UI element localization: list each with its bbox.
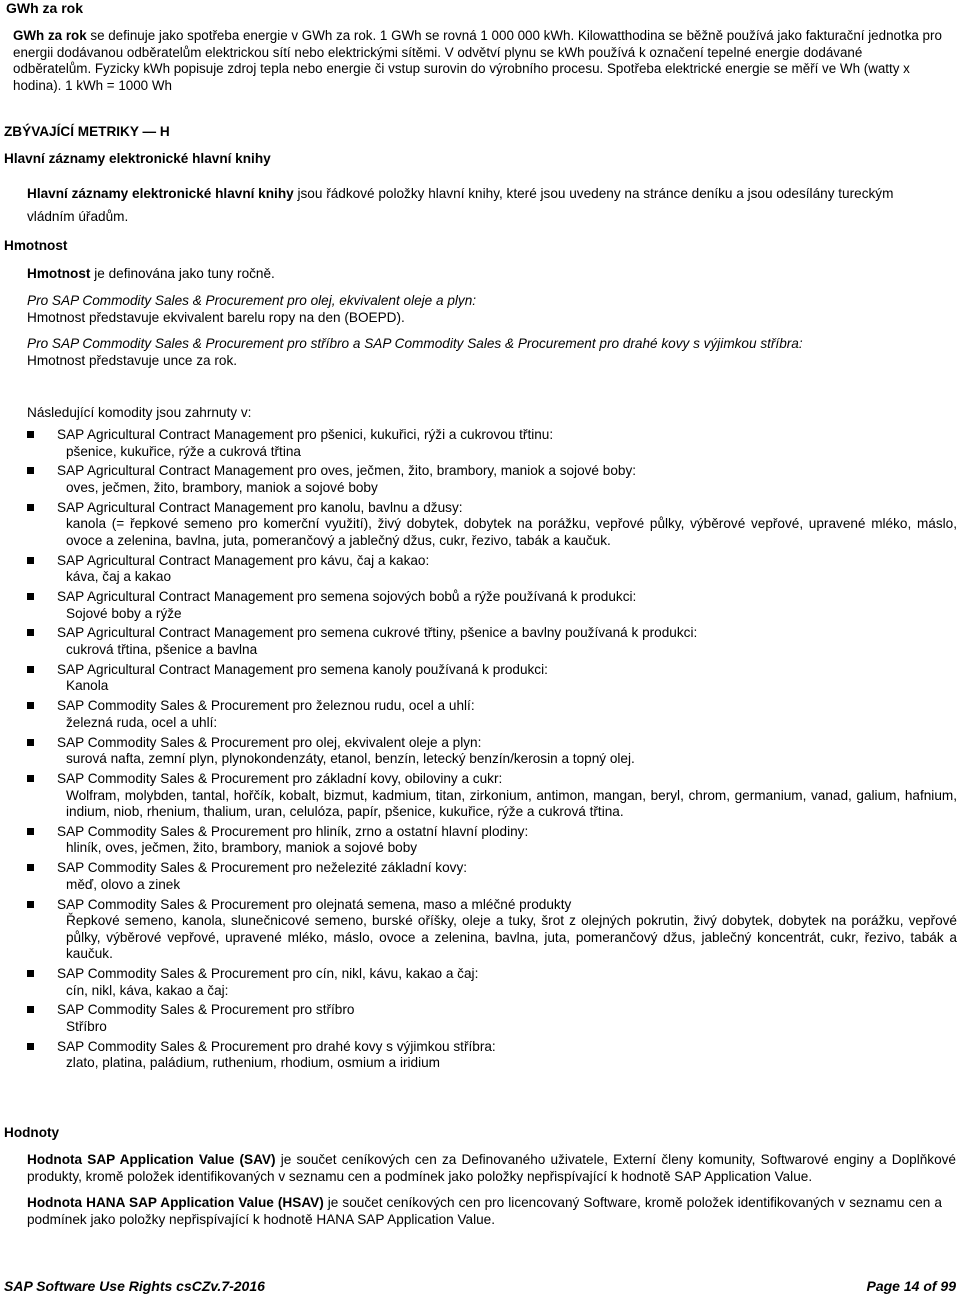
list-item <box>27 500 957 550</box>
commodity-list-detail: Stříbro <box>66 1018 107 1034</box>
mass-oil-scope: Pro SAP Commodity Sales & Procurement pro olej, ekvivalent oleje a plyn: <box>27 293 477 308</box>
sav-definition-text: je součet ceníkových cen za Definovaného uživatele, Externí členy komunity, Softwarové enginy a Doplňkové produkty, kromě položek identifikovaných v seznamu cen a podmínek jako položky nepřispívající k hodnotě SAP Application Value. <box>27 1152 956 1184</box>
ledger-definition-text: jsou řádkové položky hlavní knihy, které jsou uvedeny na stránce deníku a jsou odesílány tureckým vládním úřadům. <box>27 186 894 224</box>
commodity-list-detail: hliník, oves, ječmen, žito, brambory, maniok a sojové boby <box>66 840 418 856</box>
ledger-term: Hlavní záznamy elektronické hlavní knihy <box>27 186 294 201</box>
commodity-product: SAP Agricultural Contract Management pro semena cukrové třtiny, pšenice a bavlny používaná k produkci: <box>57 625 698 641</box>
metric-heading-ledger: Hlavní záznamy elektronické hlavní knihy <box>4 151 271 166</box>
mass-silver-block <box>27 336 942 369</box>
commodity-list <box>27 427 957 1075</box>
ledger-definition <box>27 182 942 228</box>
commodity-product: SAP Commodity Sales & Procurement pro stříbro <box>57 1002 355 1018</box>
sav-term: Hodnota SAP Application Value (SAV) <box>27 1152 276 1167</box>
commodity-product: SAP Agricultural Contract Management pro oves, ječmen, žito, brambory, maniok a sojové boby: <box>57 463 637 479</box>
commodity-product: SAP Commodity Sales & Procurement pro olej, ekvivalent oleje a plyn: <box>57 734 482 750</box>
commodity-product: SAP Commodity Sales & Procurement pro drahé kovy s výjimkou stříbra: <box>57 1038 496 1054</box>
commodity-product: SAP Commodity Sales & Procurement pro neželezité základní kovy: <box>57 860 468 876</box>
list-item <box>27 824 957 857</box>
metric-heading-mass: Hmotnost <box>4 238 68 253</box>
square-bullet-icon <box>27 666 34 673</box>
list-item <box>27 897 957 963</box>
commodity-list-detail: Řepkové semeno, kanola, slunečnicové semeno, burské oříšky, oleje a tuky, šrot z olejných pokrutin, živý dobytek, dobytek na porážku, vepřové půlky, výběrové vepřové, upravené mléko, máslo, ovoce a zelenina, bavlna, juta, pomerančový džus, jablečný koncentrát, cukr, řezivo, tabák a kaučuk. <box>66 913 957 962</box>
commodity-product: SAP Commodity Sales & Procurement pro cín, nikl, kávu, kakao a čaj: <box>57 966 479 982</box>
commodity-product: SAP Agricultural Contract Management pro kanolu, bavlnu a džusy: <box>57 499 463 515</box>
list-item <box>27 771 957 821</box>
metric-heading-values: Hodnoty <box>4 1125 60 1140</box>
mass-term: Hmotnost <box>27 266 91 281</box>
commodity-list-detail: pšenice, kukuřice, rýže a cukrová třtina <box>66 443 301 459</box>
list-item <box>27 625 957 658</box>
list-item <box>27 589 957 622</box>
list-item <box>27 1002 957 1035</box>
square-bullet-icon <box>27 828 34 835</box>
commodity-product: SAP Commodity Sales & Procurement pro základní kovy, obiloviny a cukr: <box>57 771 503 787</box>
commodities-intro: Následující komodity jsou zahrnuty v: <box>27 405 252 420</box>
commodity-product: SAP Commodity Sales & Procurement pro železnou rudu, ocel a uhlí: <box>57 698 475 714</box>
list-item <box>27 553 957 586</box>
square-bullet-icon <box>27 901 34 908</box>
commodity-product: SAP Commodity Sales & Procurement pro hliník, zrno a ostatní hlavní plodiny: <box>57 823 529 839</box>
commodity-product: SAP Agricultural Contract Management pro semena sojových bobů a rýže používaná k produkci: <box>57 589 637 605</box>
square-bullet-icon <box>27 467 34 474</box>
commodity-list-detail: cín, nikl, káva, kakao a čaj: <box>66 982 229 998</box>
footer-document-title: SAP Software Use Rights csCZv.7-2016 <box>4 1278 265 1294</box>
square-bullet-icon <box>27 864 34 871</box>
commodity-list-detail: káva, čaj a kakao <box>66 569 172 585</box>
footer-page-number: Page 14 of 99 <box>866 1278 956 1294</box>
section-heading-gwh: GWh za rok <box>6 0 84 16</box>
commodity-list-detail: zlato, platina, paládium, ruthenium, rhodium, osmium a iridium <box>66 1055 440 1071</box>
square-bullet-icon <box>27 504 34 511</box>
square-bullet-icon <box>27 629 34 636</box>
hsav-definition-text: je součet ceníkových cen pro licencovaný Software, kromě položek identifikovaných v seznamu cen a podmínek jako položky nepřispívající k hodnotě HANA SAP Application Value. <box>27 1195 942 1227</box>
square-bullet-icon <box>27 1006 34 1013</box>
square-bullet-icon <box>27 593 34 600</box>
list-item <box>27 860 957 893</box>
list-item <box>27 1039 957 1072</box>
square-bullet-icon <box>27 775 34 782</box>
commodity-list-detail: Wolfram, molybden, tantal, hořčík, kobalt, bizmut, kadmium, titan, zirkonium, antimon, mangan, beryl, chrom, germanium, vanad, galium, hafnium, indium, niob, rhenium, thalium, uran, celulóza, papír, pšenice, kukuřice, rýže a cukrová třtina. <box>66 787 957 820</box>
square-bullet-icon <box>27 970 34 977</box>
commodity-list-detail: kanola (= řepkové semeno pro komerční využití), živý dobytek, dobytek na porážku, vepřové půlky, výběrové vepřové, upravené mléko, máslo, ovoce a zelenina, bavlna, juta, pomerančový a jablečný džus, cukr, řezivo, tabák a kaučuk. <box>66 516 957 548</box>
commodity-list-detail: železná ruda, ocel a uhlí: <box>66 714 218 730</box>
list-item <box>27 735 957 768</box>
list-item <box>27 662 957 695</box>
mass-silver-scope: Pro SAP Commodity Sales & Procurement pro stříbro a SAP Commodity Sales & Procurement pro drahé kovy s výjimkou stříbra: <box>27 336 803 351</box>
list-item <box>27 463 957 496</box>
list-item <box>27 966 957 999</box>
commodity-product: SAP Agricultural Contract Management pro semena kanoly používaná k produkci: <box>57 661 548 677</box>
commodity-product: SAP Agricultural Contract Management pro pšenici, kukuřici, rýži a cukrovou třtinu: <box>57 427 554 442</box>
mass-definition <box>27 266 275 283</box>
square-bullet-icon <box>27 557 34 564</box>
square-bullet-icon <box>27 431 34 438</box>
gwh-definition <box>13 28 943 94</box>
section-heading-remaining-metrics: ZBÝVAJÍCÍ METRIKY — H <box>4 124 170 139</box>
commodity-list-detail: oves, ječmen, žito, brambory, maniok a sojové boby <box>66 479 378 495</box>
mass-oil-block <box>27 293 927 326</box>
square-bullet-icon <box>27 1043 34 1050</box>
square-bullet-icon <box>27 739 34 746</box>
commodity-list-detail: surová nafta, zemní plyn, plynokondenzáty, etanol, benzín, letecký benzín/kerosin a topný olej. <box>66 751 635 767</box>
gwh-definition-text: se definuje jako spotřeba energie v GWh za rok. 1 GWh se rovná 1 000 000 kWh. Kilowatthodina se běžně používá jako fakturační jednotka pro energii dodávanou odběratelům elektrickou sítí nebo elektrickými sítěmi. V odvětví plynu se kWh používá k označení tepelné energie dodávané odběratelům. Fyzicky kWh popisuje zdroj tepla nebo energie či vstup surovin do výrobního procesu. Spotřeba elektrické energie se měří ve Wh (watty x hodina). 1 kWh = 1000 Wh <box>13 28 942 93</box>
commodity-product: SAP Commodity Sales & Procurement pro olejnatá semena, maso a mléčné produkty <box>57 896 572 912</box>
mass-silver-text: Hmotnost představuje unce za rok. <box>27 352 238 368</box>
hsav-definition <box>27 1195 942 1228</box>
commodity-product: SAP Agricultural Contract Management pro kávu, čaj a kakao: <box>57 552 430 568</box>
square-bullet-icon <box>27 702 34 709</box>
mass-definition-text: je definována jako tuny ročně. <box>90 266 275 281</box>
commodity-list-detail: Kanola <box>66 678 109 694</box>
mass-oil-text: Hmotnost představuje ekvivalent barelu ropy na den (BOEPD). <box>27 309 405 325</box>
sav-definition <box>27 1152 956 1185</box>
hsav-term: Hodnota HANA SAP Application Value (HSAV) <box>27 1195 324 1210</box>
commodity-list-detail: Sojové boby a rýže <box>66 605 182 621</box>
commodity-list-detail: měď, olovo a zinek <box>66 876 181 892</box>
list-item <box>27 698 957 731</box>
gwh-term: GWh za rok <box>13 28 87 43</box>
commodity-list-detail: cukrová třtina, pšenice a bavlna <box>66 641 258 657</box>
list-item <box>27 427 957 460</box>
